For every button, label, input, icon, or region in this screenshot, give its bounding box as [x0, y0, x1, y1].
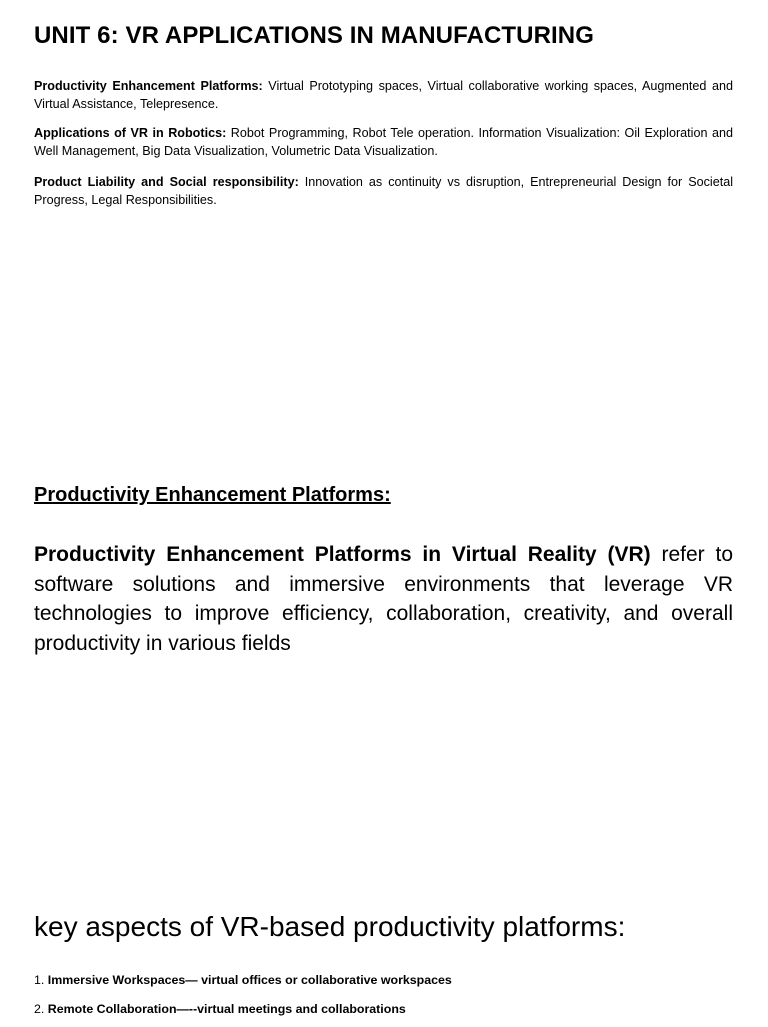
definition-paragraph	[34, 540, 733, 658]
aspects-heading: key aspects of VR-based productivity platforms:	[34, 911, 625, 943]
list-item	[34, 999, 452, 1027]
intro-paragraph-liability	[34, 173, 733, 209]
definition-text: refer to software solutions and immersive environments that leverage VR technologies to improve efficiency, collaboration, creativity, and overall productivity in various fields	[34, 543, 733, 655]
section-heading: Productivity Enhancement Platforms:	[34, 484, 391, 507]
intro-label: Applications of VR in Robotics:	[34, 126, 226, 140]
intro-paragraph-productivity	[34, 77, 733, 113]
list-item-text: Remote Collaboration—--virtual meetings and collaborations	[48, 1002, 406, 1016]
intro-label: Product Liability and Social responsibility:	[34, 175, 299, 189]
list-item-number: 2.	[34, 1002, 48, 1016]
definition-term: Productivity Enhancement Platforms in Virtual Reality (VR)	[34, 543, 651, 566]
list-item-text: Immersive Workspaces— virtual offices or collaborative workspaces	[48, 973, 452, 987]
intro-text: Robot Programming, Robot Tele operation. Information Visualization: Oil Exploration and Well Management, Big Data Visualization, Volumetric Data Visualization.	[34, 126, 733, 158]
intro-paragraph-robotics	[34, 124, 733, 160]
list-item-number: 1.	[34, 973, 48, 987]
list-item	[34, 970, 452, 999]
intro-text: Virtual Prototyping spaces, Virtual collaborative working spaces, Augmented and Virtual Assistance, Telepresence.	[34, 79, 733, 111]
intro-label: Productivity Enhancement Platforms:	[34, 79, 263, 93]
intro-text: Innovation as continuity vs disruption, Entrepreneurial Design for Societal Progress, Legal Responsibilities.	[34, 175, 733, 207]
page-title: UNIT 6: VR APPLICATIONS IN MANUFACTURING	[34, 22, 594, 50]
aspects-list	[34, 970, 452, 1027]
